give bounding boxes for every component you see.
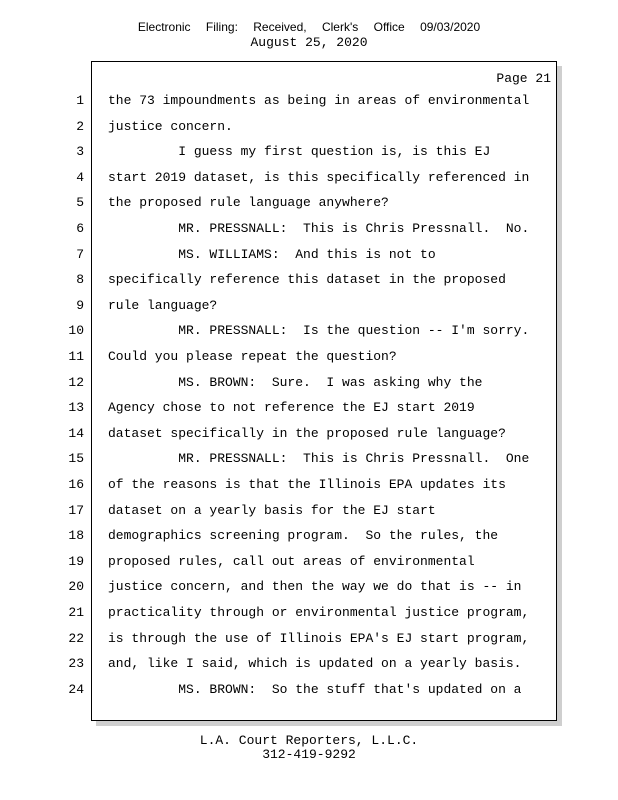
line-text: Could you please repeat the question? [108,349,397,364]
filing-word: Office [373,20,405,34]
line-text: MR. PRESSNALL: Is the question -- I'm sorry. [108,323,530,339]
line-number: 1 [76,93,84,108]
transcript-line [0,195,618,215]
line-text: dataset on a yearly basis for the EJ start [108,502,436,518]
filing-word: Filing: [205,20,238,34]
line-text: justice concern. [108,118,233,134]
line-text: rule language? [108,297,218,313]
filing-word: Electronic [137,20,191,34]
transcript-line [0,272,618,292]
line-number: 19 [68,553,84,569]
transcript-line [0,682,618,702]
line-number: 22 [68,630,84,646]
transcript-line [0,631,618,651]
line-number: 18 [68,528,84,544]
transcript-line [0,451,618,471]
line-number: 12 [68,374,84,390]
filing-stamp [0,20,618,34]
line-number: 17 [68,502,84,518]
filing-word: Received, [253,20,307,34]
transcript-line [0,298,618,318]
line-text: is through the use of Illinois EPA's EJ start program, [108,630,530,646]
transcript-line [0,144,618,164]
line-text: and, like I said, which is updated on a yearly basis. [108,656,522,672]
line-text: proposed rules, call out areas of environmental [108,553,475,569]
line-text: MR. PRESSNALL: This is Chris Pressnall. No. [108,221,530,236]
line-number: 10 [68,323,84,339]
transcript-line [0,375,618,395]
transcript-line [0,221,618,241]
transcript-line [0,93,618,113]
transcript-line [0,528,618,548]
page-number: Page 21 [496,71,551,86]
line-text: practicality through or environmental justice program, [108,605,530,620]
line-text: I guess my first question is, is this EJ [108,144,491,160]
line-text: specifically reference this dataset in the proposed [108,272,506,288]
line-number: 13 [68,400,84,416]
transcript-line [0,426,618,446]
transcript-line [0,247,618,267]
line-number: 3 [76,144,84,160]
line-number: 24 [68,681,84,697]
filing-date: 09/03/2020 [420,20,481,34]
transcript-line [0,554,618,574]
line-text: MS. BROWN: Sure. I was asking why the [108,374,483,390]
transcript-line [0,400,618,420]
line-number: 7 [76,246,84,262]
line-text: the proposed rule language anywhere? [108,195,389,211]
line-text: MS. BROWN: So the stuff that's updated on a [108,681,522,697]
line-number: 11 [68,349,84,364]
line-number: 5 [76,195,84,211]
line-number: 4 [76,169,84,185]
reporter-company: L.A. Court Reporters, L.L.C. [199,733,419,748]
line-number: 16 [68,477,84,492]
line-number: 23 [68,656,84,672]
line-number: 9 [76,297,84,313]
line-number: 21 [68,605,84,620]
line-text: justice concern, and then the way we do that is -- in [108,579,522,595]
transcript-line [0,170,618,190]
line-text: dataset specifically in the proposed rule language? [108,425,506,441]
line-text: MS. WILLIAMS: And this is not to [108,246,436,262]
transcript-line [0,119,618,139]
transcript-line [0,323,618,343]
transcript-line [0,656,618,676]
transcript-line [0,503,618,523]
line-text: start 2019 dataset, is this specifically referenced in [108,169,530,185]
line-text: the 73 impoundments as being in areas of environmental [108,93,530,108]
line-text: MR. PRESSNALL: This is Chris Pressnall. One [108,451,530,467]
transcript-line [0,605,618,625]
transcript-line [0,579,618,599]
line-number: 15 [68,451,84,467]
reporter-phone: 312-419-9292 [262,747,356,762]
line-text: Agency chose to not reference the EJ start 2019 [108,400,475,416]
line-text: demographics screening program. So the rules, the [108,528,499,544]
line-number: 20 [68,579,84,595]
filing-word: Clerk's [321,20,359,34]
line-number: 8 [76,272,84,288]
transcript-line [0,477,618,497]
line-text: of the reasons is that the Illinois EPA updates its [108,477,506,492]
transcript-line [0,349,618,369]
line-number: 14 [68,425,84,441]
hearing-date: August 25, 2020 [250,35,368,50]
line-number: 2 [76,118,84,134]
line-number: 6 [76,221,84,236]
